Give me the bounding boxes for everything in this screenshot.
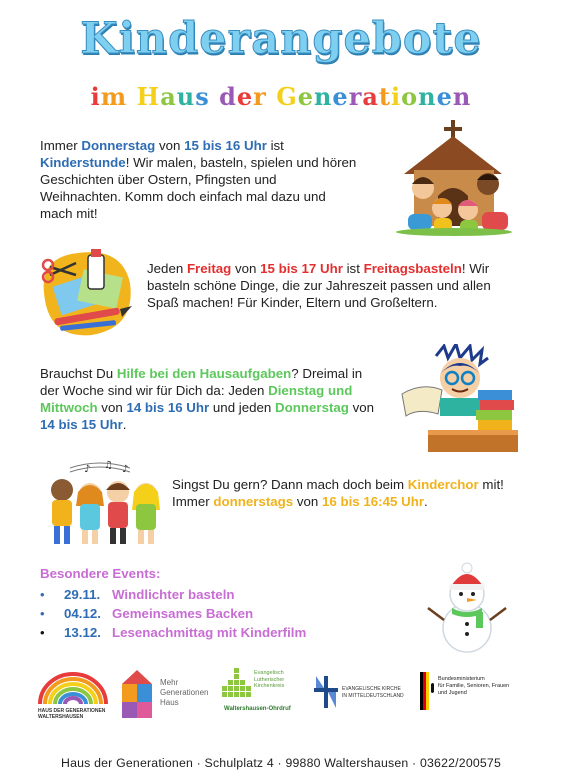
text: ist	[266, 138, 284, 153]
footer-address: Haus der Generationen · Schulplatz 4 · 99880 Waltershausen · 03622/200575	[60, 756, 502, 770]
subtitle-letter	[210, 82, 219, 111]
snowman-icon	[424, 562, 510, 654]
subtitle-letter: i	[90, 82, 101, 111]
text: von	[348, 400, 375, 415]
cross-dots-icon	[222, 668, 252, 702]
subtitle-letter: t	[378, 82, 392, 111]
list-item	[40, 585, 306, 604]
subtitle-letter: e	[332, 82, 349, 111]
logo-text: für Familie, Senioren, Frauen	[438, 683, 510, 689]
subtitle-letter: d	[219, 82, 237, 111]
bullet: •	[40, 606, 45, 621]
logo-text: WALTERSHAUSEN	[38, 714, 84, 720]
text: ? Dreimal in	[291, 366, 363, 381]
text: Brauchst Du	[40, 366, 117, 381]
subtitle-letter: n	[452, 82, 472, 111]
kinderstunde-time: 15 bis 16 Uhr	[184, 138, 267, 153]
kinderchor-time: 16 bis 16:45 Uhr	[322, 494, 424, 509]
rainbow-icon	[36, 670, 110, 706]
text: der Woche sind wir für Dich da: Jeden	[40, 383, 269, 398]
logo-text: Generationen	[160, 688, 209, 697]
subtitle-letter: a	[362, 82, 379, 111]
text: .	[424, 494, 428, 509]
event-name: Windlichter basteln	[112, 587, 235, 602]
event-date: 04.12.	[64, 606, 101, 621]
hausaufgaben-time: 14 bis 15 Uhr	[40, 417, 123, 432]
logo-text: Mehr	[160, 678, 179, 687]
text: von	[97, 400, 127, 415]
logo-text: Haus	[160, 698, 179, 707]
subtitle-letter: G	[276, 82, 298, 111]
text: Immer	[172, 494, 214, 509]
event-date: 13.12.	[64, 625, 101, 640]
subtitle-letter: e	[436, 82, 453, 111]
hausaufgaben-text	[40, 365, 380, 433]
subtitle-letter: s	[195, 82, 210, 111]
singing-kids-icon	[40, 458, 170, 548]
svg-text:♪: ♪	[122, 464, 129, 475]
freitagsbasteln-time: 15 bis 17 Uhr	[260, 261, 343, 276]
church-kids-icon	[390, 118, 520, 236]
hausaufgaben-day: Donnerstag	[275, 400, 349, 415]
text: Weihnachten. Komm doch einfach mal dazu und	[40, 189, 326, 204]
svg-text:♫: ♫	[104, 460, 113, 471]
kinderstunde-day: Donnerstag	[81, 138, 156, 153]
hausaufgaben-days: Dienstag und	[268, 383, 353, 398]
text: und jeden	[209, 400, 276, 415]
freitagsbasteln-name: Freitagsbasteln	[363, 261, 462, 276]
subtitle-letter: e	[297, 82, 314, 111]
text: basteln schöne Dinge, die zur Jahreszeit passen und allen	[147, 278, 491, 293]
subtitle-letter: u	[176, 82, 196, 111]
hausaufgaben-name: Hilfe bei den Hausaufgaben	[116, 366, 292, 381]
hdg-logo	[36, 670, 110, 722]
homework-kid-icon	[398, 344, 523, 454]
kinderstunde-name: Kinderstunde	[40, 155, 126, 170]
page-subtitle	[0, 82, 562, 111]
subtitle-letter	[127, 82, 136, 111]
federal-eagle-icon	[420, 672, 434, 710]
subtitle-letter: e	[236, 82, 254, 111]
subtitle-letter: a	[160, 82, 177, 111]
bullet: •	[40, 625, 45, 640]
subtitle-letter: n	[418, 82, 437, 111]
bmfsfj-logo	[420, 672, 528, 716]
subtitle-letter: r	[253, 82, 267, 111]
logo-text: Lutherischer	[254, 676, 285, 683]
text: ! Wir malen, basteln, spielen und hören	[125, 155, 357, 170]
kinderchor-day: donnerstags	[213, 494, 294, 509]
events-title: Besondere Events:	[40, 566, 161, 581]
kinderchor-name: Kinderchor	[407, 477, 479, 492]
logo-text: IN MITTELDEUTSCHLAND	[342, 693, 404, 699]
event-name: Gemeinsames Backen	[112, 606, 254, 621]
events-list	[40, 585, 306, 642]
subtitle-letter: i	[391, 82, 402, 111]
text: mach mit!	[40, 206, 98, 221]
logo-text: Waltershausen-Ohrdruf	[224, 706, 291, 712]
ekm-cross-icon	[314, 676, 338, 708]
list-item	[40, 623, 306, 642]
mgh-logo	[120, 668, 209, 724]
subtitle-letter: o	[401, 82, 419, 111]
logo-text: HAUS DER GENERATIONEN	[38, 708, 106, 714]
bullet: •	[40, 587, 45, 602]
list-item	[40, 604, 306, 623]
text: Geschichten über Ostern, Pfingsten und	[40, 172, 277, 187]
subtitle-letter: H	[136, 82, 161, 111]
subtitle-letter: r	[348, 82, 363, 111]
text: von	[293, 494, 322, 509]
svg-text:♪: ♪	[84, 464, 91, 475]
logo-text: EVANGELISCHE KIRCHE	[342, 686, 401, 692]
freitagsbasteln-text	[147, 260, 527, 311]
kinderchor-text	[172, 476, 532, 510]
subtitle-letter: n	[313, 82, 333, 111]
event-name: Lesenachmittag mit Kinderfilm	[112, 625, 307, 640]
subtitle-letter: m	[100, 82, 128, 111]
text: Jeden	[147, 261, 187, 276]
hausaufgaben-days: Mittwoch	[40, 400, 98, 415]
subtitle-letter	[267, 82, 276, 111]
text: Spaß machen! Für Kinder, Eltern und Großeltern.	[147, 295, 438, 310]
kirchenkreis-logo	[222, 668, 306, 724]
text: von	[155, 138, 185, 153]
freitagsbasteln-day: Freitag	[186, 261, 232, 276]
logo-text: Evangelisch	[254, 670, 284, 676]
event-date: 29.11.	[64, 587, 101, 602]
hausaufgaben-time: 14 bis 16 Uhr	[126, 400, 210, 415]
text: mit!	[478, 477, 504, 492]
ekm-logo	[314, 676, 410, 716]
logo-text: Kirchenkreis	[254, 683, 285, 689]
house-icon	[120, 668, 154, 720]
text: ! Wir	[461, 261, 490, 276]
text: von	[231, 261, 261, 276]
text: Singst Du gern? Dann mach doch beim	[172, 477, 408, 492]
logo-text: und Jugend	[438, 690, 467, 696]
logo-text: Bundesministerium	[438, 676, 485, 682]
kinderstunde-text	[40, 137, 380, 222]
text: ist	[342, 261, 364, 276]
text: Immer	[40, 138, 82, 153]
text: .	[122, 417, 127, 432]
page-title: Kinderangebote	[80, 14, 482, 64]
craft-supplies-icon	[36, 243, 136, 341]
